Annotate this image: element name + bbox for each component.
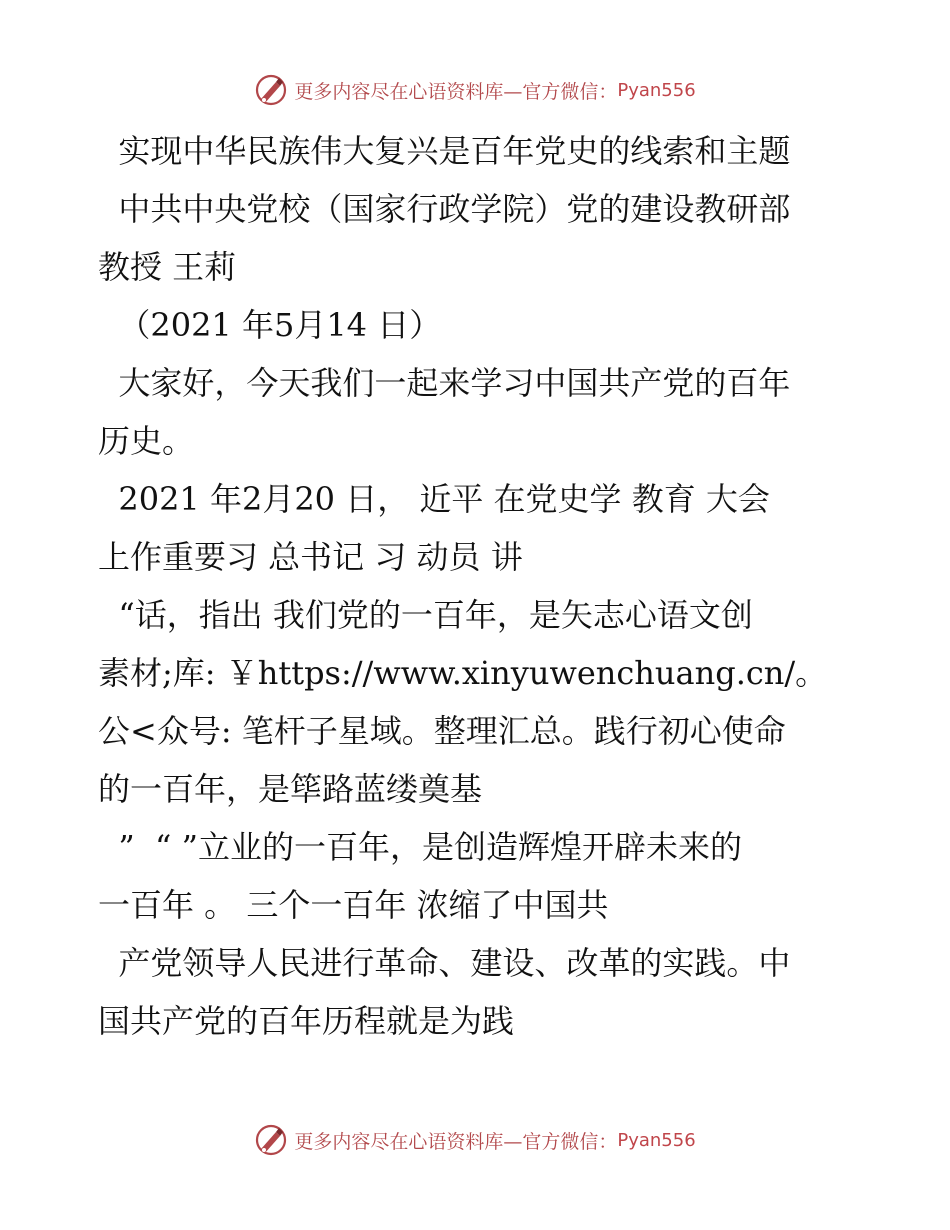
document-body	[98, 122, 858, 1050]
text-line: 中共中央党校（国家行政学院）党的建设教研部	[98, 190, 791, 228]
footer-banner	[0, 1120, 950, 1160]
text-line: 公<众号: 笔杆子星域。整理汇总。践行初心使命	[98, 712, 786, 750]
pen-logo-icon	[254, 73, 288, 107]
text-line: 国共产党的百年历程就是为践	[98, 1002, 515, 1040]
header-banner	[0, 70, 950, 110]
header-banner-wechat-id: Pyan556	[617, 79, 696, 101]
header-banner-text: 更多内容尽在心语资料库—官方微信：	[294, 80, 618, 103]
text-line: 产党领导人民进行革命、建设、改革的实践。中	[98, 944, 791, 982]
text-line: 素材;库: ￥https://www.xinyuwenchuang.cn/。	[98, 654, 828, 692]
text-line: 实现中华民族伟大复兴是百年党史的线索和主题	[98, 132, 791, 170]
pen-logo-icon	[254, 1123, 288, 1157]
text-line: 大家好，今天我们一起来学习中国共产党的百年	[98, 364, 791, 402]
footer-banner-text: 更多内容尽在心语资料库—官方微信：	[294, 1130, 618, 1153]
text-line: “话，指出 我们党的一百年，是矢志心语文创	[98, 596, 753, 634]
text-line: （2021 年5月14 日）	[98, 306, 442, 344]
footer-banner-wechat-id: Pyan556	[617, 1129, 696, 1151]
text-line: 历史。	[98, 422, 195, 460]
text-line: 的一百年，是筚路蓝缕奠基	[98, 770, 483, 808]
text-line: 教授 王莉	[98, 248, 237, 286]
text-line: 上作重要习 总书记 习 动员 讲	[98, 538, 523, 576]
text-line: 2021 年2月20 日， 近平 在党史学 教育 大会	[98, 480, 770, 518]
text-line: 一百年 。 三个一百年 浓缩了中国共	[98, 886, 609, 924]
text-line: ” “ ”立业的一百年，是创造辉煌开辟未来的	[98, 828, 742, 866]
